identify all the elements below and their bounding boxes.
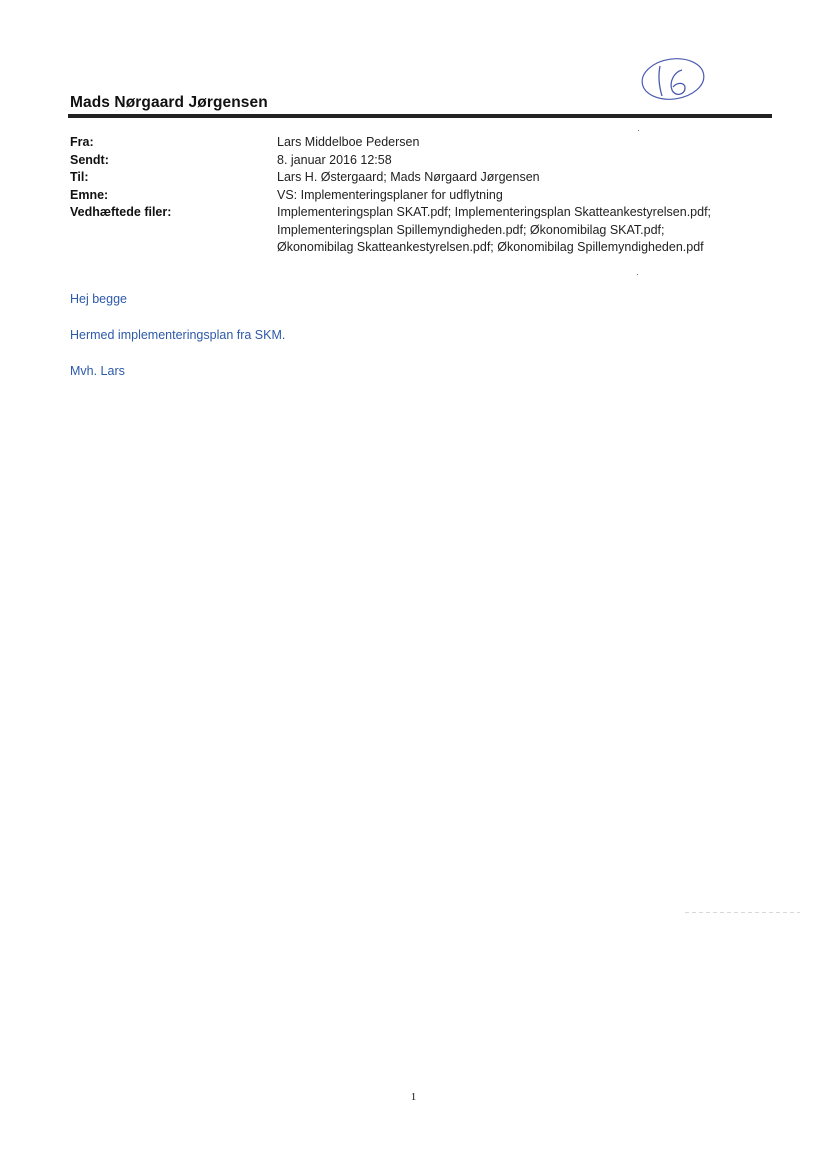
subject-value: VS: Implementeringsplaner for udflytning (277, 187, 503, 202)
handwritten-page-mark (638, 54, 708, 104)
sent-value: 8. januar 2016 12:58 (277, 152, 392, 167)
email-header-fields (70, 134, 770, 257)
page-number: 1 (410, 1091, 417, 1103)
attachments-value (277, 204, 770, 257)
to-row (70, 169, 770, 187)
scan-speck (638, 130, 639, 131)
scan-speck (637, 274, 638, 275)
to-value: Lars H. Østergaard; Mads Nørgaard Jørgensen (277, 170, 540, 184)
email-greeting: Hej begge (70, 292, 127, 306)
attachments-line: Implementeringsplan Spillemyndigheden.pdf; Økonomibilag SKAT.pdf; (277, 222, 665, 237)
attachments-label: Vedhæftede filer: (70, 205, 172, 219)
sent-row (70, 152, 770, 170)
subject-label: Emne: (70, 187, 109, 202)
to-label: Til: (70, 170, 89, 184)
scan-artifact-line (685, 912, 800, 913)
from-label: Fra: (70, 135, 94, 149)
header-divider (68, 114, 772, 118)
from-row (70, 134, 770, 152)
document-owner-name: Mads Nørgaard Jørgensen (70, 94, 268, 111)
attachments-line: Økonomibilag Skatteankestyrelsen.pdf; Økonomibilag Spillemyndigheden.pdf (277, 240, 704, 254)
attachments-row (70, 204, 770, 257)
email-signoff: Mvh. Lars (70, 364, 125, 378)
subject-row (70, 187, 770, 205)
attachments-line: Implementeringsplan SKAT.pdf; Implementeringsplan Skatteankestyrelsen.pdf; (277, 205, 712, 219)
from-value: Lars Middelboe Pedersen (277, 135, 420, 149)
email-message: Hermed implementeringsplan fra SKM. (70, 328, 286, 342)
sent-label: Sendt: (70, 152, 109, 167)
